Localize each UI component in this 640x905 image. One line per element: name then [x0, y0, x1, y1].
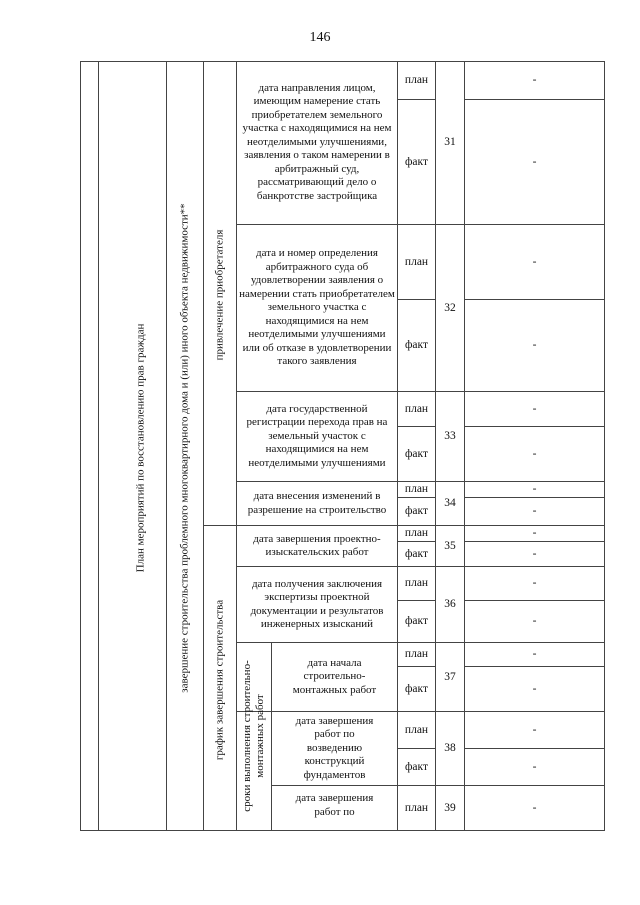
- row-36-fact-label: факт: [404, 615, 429, 628]
- row-38-number: 38: [444, 742, 456, 755]
- row-39-description: дата завершения работ по: [295, 792, 374, 818]
- row-34-plan-label: план: [404, 483, 429, 496]
- row-38-description: дата завершения работ по возведению конструкций фундаментов: [295, 714, 374, 781]
- plan-title: План мероприятий по восстановлению прав граждан: [134, 323, 147, 573]
- row-38-fact-label: факт: [404, 760, 429, 773]
- row-33-number: 33: [444, 430, 456, 443]
- row-34-fact-label: факт: [404, 505, 429, 518]
- section-title: завершение строительства проблемного многоквартирного дома и (или) иного объекта недвижимости**: [178, 203, 191, 693]
- row-37-fact-label: факт: [404, 682, 429, 695]
- row-37-description: дата начала строительно-монтажных работ: [292, 656, 377, 696]
- row-35-fact-value: -: [532, 547, 537, 560]
- row-39-plan-value: -: [532, 801, 537, 814]
- row-34-plan-value: -: [532, 483, 537, 496]
- row-36-plan-value: -: [532, 577, 537, 590]
- row-33-description: дата государственной регистрации перехода прав на земельный участок с находящимися на нем неотделимыми улучшениями: [246, 402, 388, 469]
- group-header-attraction: привлечение приобретателя: [213, 229, 226, 361]
- row-32-description: дата и номер определения арбитражного суда об удовлетворении заявления о намерении стать приобретателем земельного участка с находящимися на нем неотделимыми улучшениями или об отказе в удовлетворении такого заявления: [239, 247, 395, 368]
- row-38-fact-value: -: [532, 760, 537, 773]
- row-32-fact-value: -: [532, 339, 537, 352]
- row-35-description: дата завершения проектно-изыскательских работ: [253, 532, 381, 558]
- row-35-plan-label: план: [404, 527, 429, 540]
- row-33-fact-value: -: [532, 447, 537, 460]
- row-32-plan-label: план: [404, 255, 429, 268]
- row-31-fact-label: факт: [404, 155, 429, 168]
- row-36-number: 36: [444, 598, 456, 611]
- subgroup-header-terms: сроки выполнения строительно-монтажных работ: [241, 660, 266, 812]
- row-31-fact-value: -: [532, 155, 537, 168]
- row-31-description: дата направления лицом, имеющим намерение стать приобретателем земельного участка с находящимися на нем неотделимыми улучшениями, заявления о таком намерении в арбитражный суд, рассматривающий дело о банкротстве застройщика: [242, 81, 392, 202]
- row-36-plan-label: план: [404, 577, 429, 590]
- group-header-schedule: график завершения строительства: [213, 599, 226, 761]
- row-37-plan-label: план: [404, 648, 429, 661]
- row-36-fact-value: -: [532, 615, 537, 628]
- row-33-plan-value: -: [532, 402, 537, 415]
- row-33-fact-label: факт: [404, 447, 429, 460]
- row-39-number: 39: [444, 801, 456, 814]
- row-33-plan-label: план: [404, 402, 429, 415]
- row-35-fact-label: факт: [404, 547, 429, 560]
- page-number: 146: [309, 30, 331, 45]
- row-38-plan-label: план: [404, 723, 429, 736]
- row-34-description: дата внесения изменений в разрешение на строительство: [247, 490, 387, 516]
- row-35-number: 35: [444, 539, 456, 552]
- row-31-number: 31: [444, 136, 456, 149]
- row-37-plan-value: -: [532, 648, 537, 661]
- row-32-plan-value: -: [532, 255, 537, 268]
- row-32-fact-label: факт: [404, 339, 429, 352]
- row-34-fact-value: -: [532, 505, 537, 518]
- row-35-plan-value: -: [532, 527, 537, 540]
- row-39-plan-label: план: [404, 801, 429, 814]
- row-38-plan-value: -: [532, 723, 537, 736]
- row-36-description: дата получения заключения экспертизы проектной документации и результатов инженерных изысканий: [250, 577, 384, 630]
- row-31-plan-label: план: [404, 73, 429, 86]
- row-32-number: 32: [444, 301, 456, 314]
- row-34-number: 34: [444, 497, 456, 510]
- row-31-plan-value: -: [532, 73, 537, 86]
- row-37-fact-value: -: [532, 682, 537, 695]
- row-37-number: 37: [444, 670, 456, 683]
